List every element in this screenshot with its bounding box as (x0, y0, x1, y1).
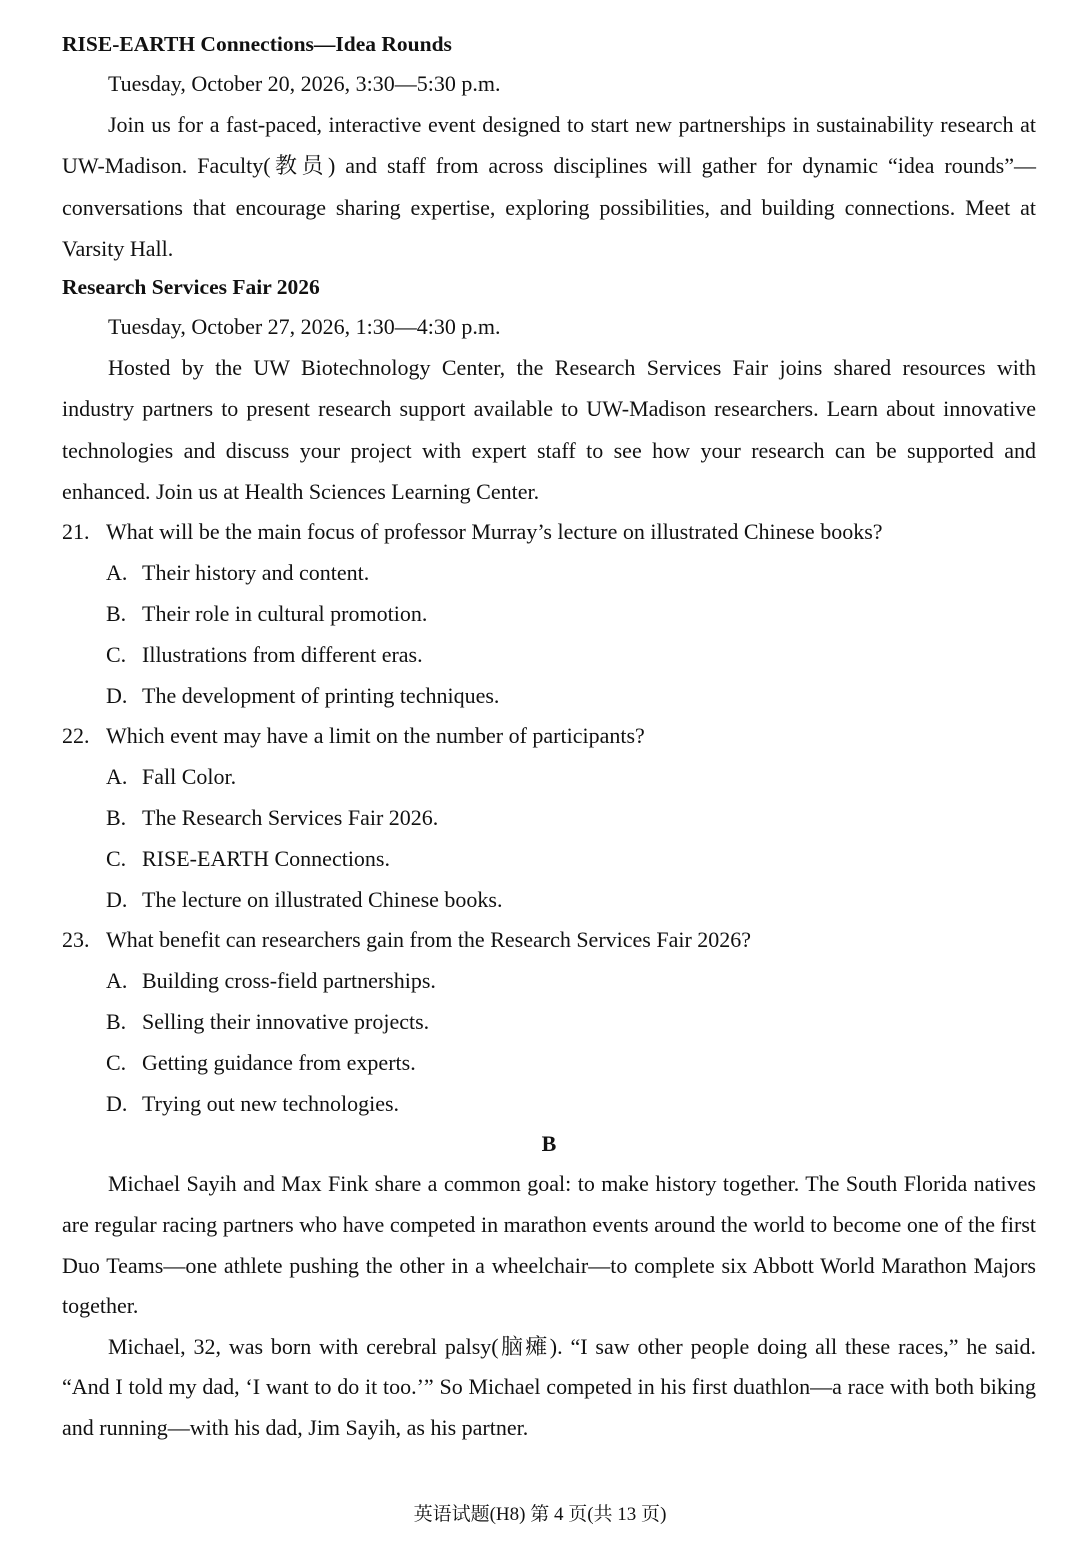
passage-paragraph: Michael, 32, was born with cerebral palsy(脑瘫). “I saw other people doing all these races,” he said. “And I told my dad, ‘I want to do it too.’” So Michael competed in his first duathlon—a race with both biking and running—with his dad, Jim Sayih, as his partner. (62, 1333, 1036, 1440)
question-number: 22. (62, 723, 90, 749)
option-label: D. (106, 682, 128, 708)
option-text: Building cross-field partnerships. (142, 968, 436, 994)
section-b (62, 1124, 1036, 1448)
question-22 (62, 716, 1036, 920)
question-text: What benefit can researchers gain from the Research Services Fair 2026? (106, 927, 752, 953)
option-b (62, 798, 1036, 839)
event-rise-earth (62, 26, 1036, 269)
event-datetime: Tuesday, October 20, 2026, 3:30—5:30 p.m. (108, 71, 501, 96)
question-number: 21. (62, 519, 90, 545)
option-text: Illustrations from different eras. (142, 641, 423, 667)
option-label: B. (106, 600, 127, 626)
question-stem (62, 512, 1036, 553)
question-text: Which event may have a limit on the number of participants? (106, 723, 645, 749)
option-d (62, 1084, 1036, 1125)
option-label: D. (106, 1090, 128, 1116)
question-stem (62, 716, 1036, 757)
event-datetime: Tuesday, October 27, 2026, 1:30—4:30 p.m. (108, 314, 501, 340)
section-label: B (541, 1131, 557, 1157)
option-text: The development of printing techniques. (142, 682, 500, 708)
option-label: A. (106, 560, 128, 586)
option-label: D. (106, 886, 128, 912)
option-label: A. (106, 968, 128, 994)
event-title: RISE-EARTH Connections—Idea Rounds (62, 32, 452, 56)
option-text: The Research Services Fair 2026. (142, 804, 439, 830)
option-a (62, 757, 1036, 798)
option-c (62, 839, 1036, 880)
option-c (62, 635, 1036, 676)
event-description: Hosted by the UW Biotechnology Center, the Research Services Fair joins shared resources with industry partners to present research support available to UW-Madison researchers. Learn about innovative technologies and discuss your project with expert staff to see how your research can be supported and enhanced. Join us at Health Sciences Learning Center. (62, 355, 1036, 505)
option-d (62, 880, 1036, 921)
option-label: B. (106, 804, 127, 830)
option-label: C. (106, 845, 127, 871)
question-23 (62, 920, 1036, 1124)
option-b (62, 594, 1036, 635)
option-a (62, 553, 1036, 594)
option-d (62, 676, 1036, 717)
option-a (62, 961, 1036, 1002)
option-b (62, 1002, 1036, 1043)
option-label: C. (106, 641, 127, 667)
option-text: Fall Color. (142, 764, 237, 790)
question-stem (62, 920, 1036, 961)
option-text: Getting guidance from experts. (142, 1049, 416, 1075)
exam-page (62, 26, 1036, 1448)
option-label: A. (106, 764, 128, 790)
question-21 (62, 512, 1036, 716)
passage-paragraph: Michael Sayih and Max Fink share a common goal: to make history together. The South Florida natives are regular racing partners who have competed in marathon events around the world to become one of the first Duo Teams—one athlete pushing the other in a wheelchair—to complete six Abbott World Marathon Majors together. (62, 1171, 1036, 1319)
event-research-fair (62, 269, 1036, 512)
option-text: RISE-EARTH Connections. (142, 845, 390, 871)
option-text: The lecture on illustrated Chinese books. (142, 886, 503, 912)
option-text: Selling their innovative projects. (142, 1008, 430, 1034)
question-number: 23. (62, 927, 90, 953)
option-text: Trying out new technologies. (142, 1090, 400, 1116)
option-c (62, 1043, 1036, 1084)
option-text: Their role in cultural promotion. (142, 600, 428, 626)
option-text: Their history and content. (142, 560, 370, 586)
event-description: Join us for a fast-paced, interactive event designed to start new partnerships in sustainability research at UW-Madison. Faculty(教员) and staff from across disciplines will gather for dynamic “idea rounds”—conversations that encourage sharing expertise, exploring possibilities, and building connections. Meet at Varsity Hall. (62, 112, 1036, 261)
option-label: C. (106, 1049, 127, 1075)
event-title: Research Services Fair 2026 (62, 275, 320, 300)
page-footer: 英语试题(H8) 第 4 页(共 13 页) (413, 1504, 667, 1525)
question-text: What will be the main focus of professor Murray’s lecture on illustrated Chinese books? (106, 519, 883, 545)
option-label: B. (106, 1008, 127, 1034)
